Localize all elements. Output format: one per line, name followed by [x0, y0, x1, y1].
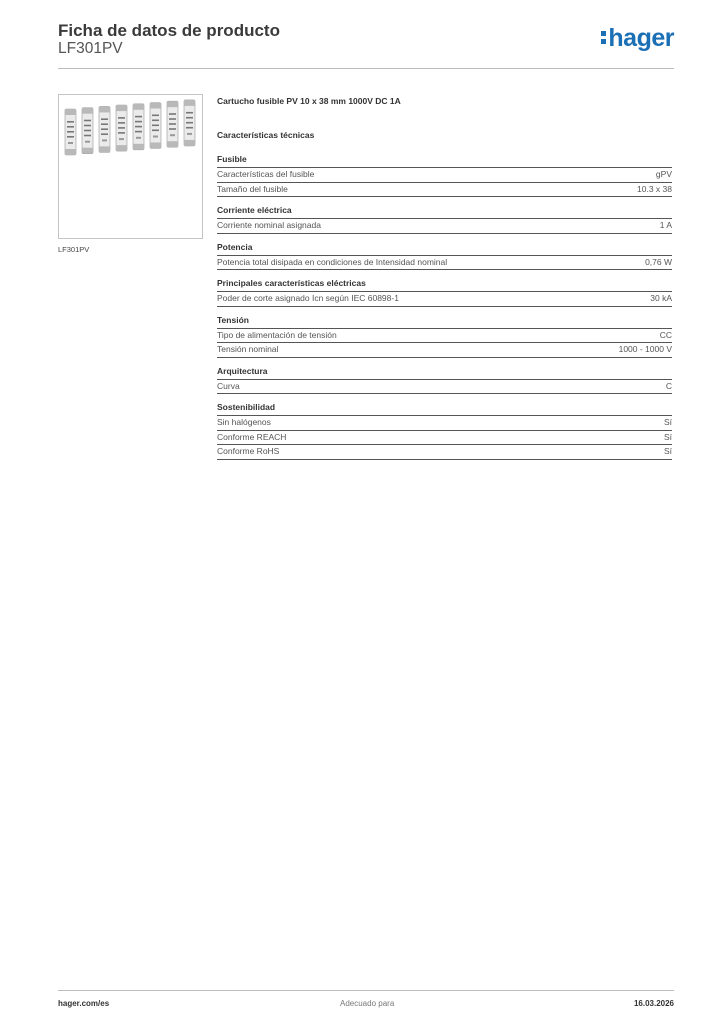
product-reference: LF301PV [58, 40, 123, 57]
spec-row [217, 183, 672, 198]
logo-dots-icon [601, 29, 607, 47]
spec-value: C [665, 380, 672, 391]
spec-label: Sin halógenos [217, 417, 271, 427]
fuse-cartridge-icon [150, 103, 161, 149]
product-image [58, 94, 203, 239]
section-title: Arquitectura [217, 366, 672, 380]
spec-section [217, 278, 672, 307]
spec-row [217, 256, 672, 271]
spec-section [217, 205, 672, 234]
fuse-cartridge-icon [65, 109, 76, 155]
spec-label: Curva [217, 380, 240, 391]
section-title: Principales características eléctricas [217, 278, 672, 292]
section-title: Fusible [217, 154, 672, 168]
spec-section [217, 402, 672, 460]
spec-label: Características del fusible [217, 169, 315, 179]
footer-website: hager.com/es [58, 999, 110, 1008]
section-title: Corriente eléctrica [217, 205, 672, 219]
spec-value: CC [659, 329, 672, 340]
section-title: Sostenibilidad [217, 402, 672, 416]
page-title: Ficha de datos de producto [58, 21, 280, 40]
spec-value: Sí [663, 431, 672, 442]
page-footer [58, 990, 674, 1011]
spec-section [217, 315, 672, 358]
technical-characteristics-heading: Características técnicas [217, 130, 315, 140]
footer-date: 16.03.2026 [633, 999, 674, 1008]
spec-row [217, 416, 672, 431]
spec-label: Potencia total disipada en condiciones de Intensidad nominal [217, 256, 448, 267]
spec-value: Sí [663, 446, 672, 456]
fuse-cartridge-icon [133, 104, 144, 150]
spec-row [217, 168, 672, 183]
spec-section [217, 242, 672, 271]
spec-section [217, 154, 672, 197]
section-title: Potencia [217, 242, 672, 256]
spec-row [217, 431, 672, 446]
fuse-cartridge-icon [184, 100, 195, 146]
logo-text: hager [608, 24, 674, 52]
spec-sections [217, 154, 672, 460]
spec-value: gPV [655, 169, 672, 179]
fuse-cartridge-icon [167, 101, 178, 147]
product-image-caption: LF301PV [58, 245, 90, 254]
spec-row [217, 219, 672, 234]
spec-label: Tensión nominal [217, 344, 279, 354]
spec-label: Tipo de alimentación de tensión [217, 329, 337, 340]
spec-label: Conforme REACH [217, 431, 287, 442]
spec-label: Corriente nominal asignada [217, 220, 321, 230]
product-description: Cartucho fusible PV 10 x 38 mm 1000V DC 1A [217, 96, 401, 106]
spec-row [217, 380, 672, 395]
footer-note: Adecuado para [340, 999, 395, 1008]
spec-value: 1 A [659, 220, 672, 230]
spec-row [217, 343, 672, 358]
fuse-cartridges-photo-icon [59, 95, 202, 238]
spec-label: Tamaño del fusible [217, 183, 288, 194]
datasheet-content [217, 96, 672, 468]
spec-value: 10.3 x 38 [637, 183, 672, 194]
spec-value: 30 kA [650, 293, 672, 303]
spec-row [217, 292, 672, 307]
spec-row [217, 445, 672, 460]
fuse-cartridge-icon [82, 108, 93, 154]
section-title: Tensión [217, 315, 672, 329]
fuse-cartridge-icon [116, 105, 127, 151]
spec-value: 0,76 W [645, 256, 672, 267]
spec-value: Sí [663, 417, 672, 427]
spec-label: Conforme RoHS [217, 446, 280, 456]
spec-label: Poder de corte asignado Icn según IEC 60898-1 [217, 293, 399, 303]
hager-logo [601, 24, 674, 53]
fuse-cartridge-icon [99, 106, 110, 152]
spec-row [217, 329, 672, 344]
page-header [58, 18, 674, 69]
spec-section [217, 366, 672, 395]
spec-value: 1000 - 1000 V [618, 344, 672, 354]
